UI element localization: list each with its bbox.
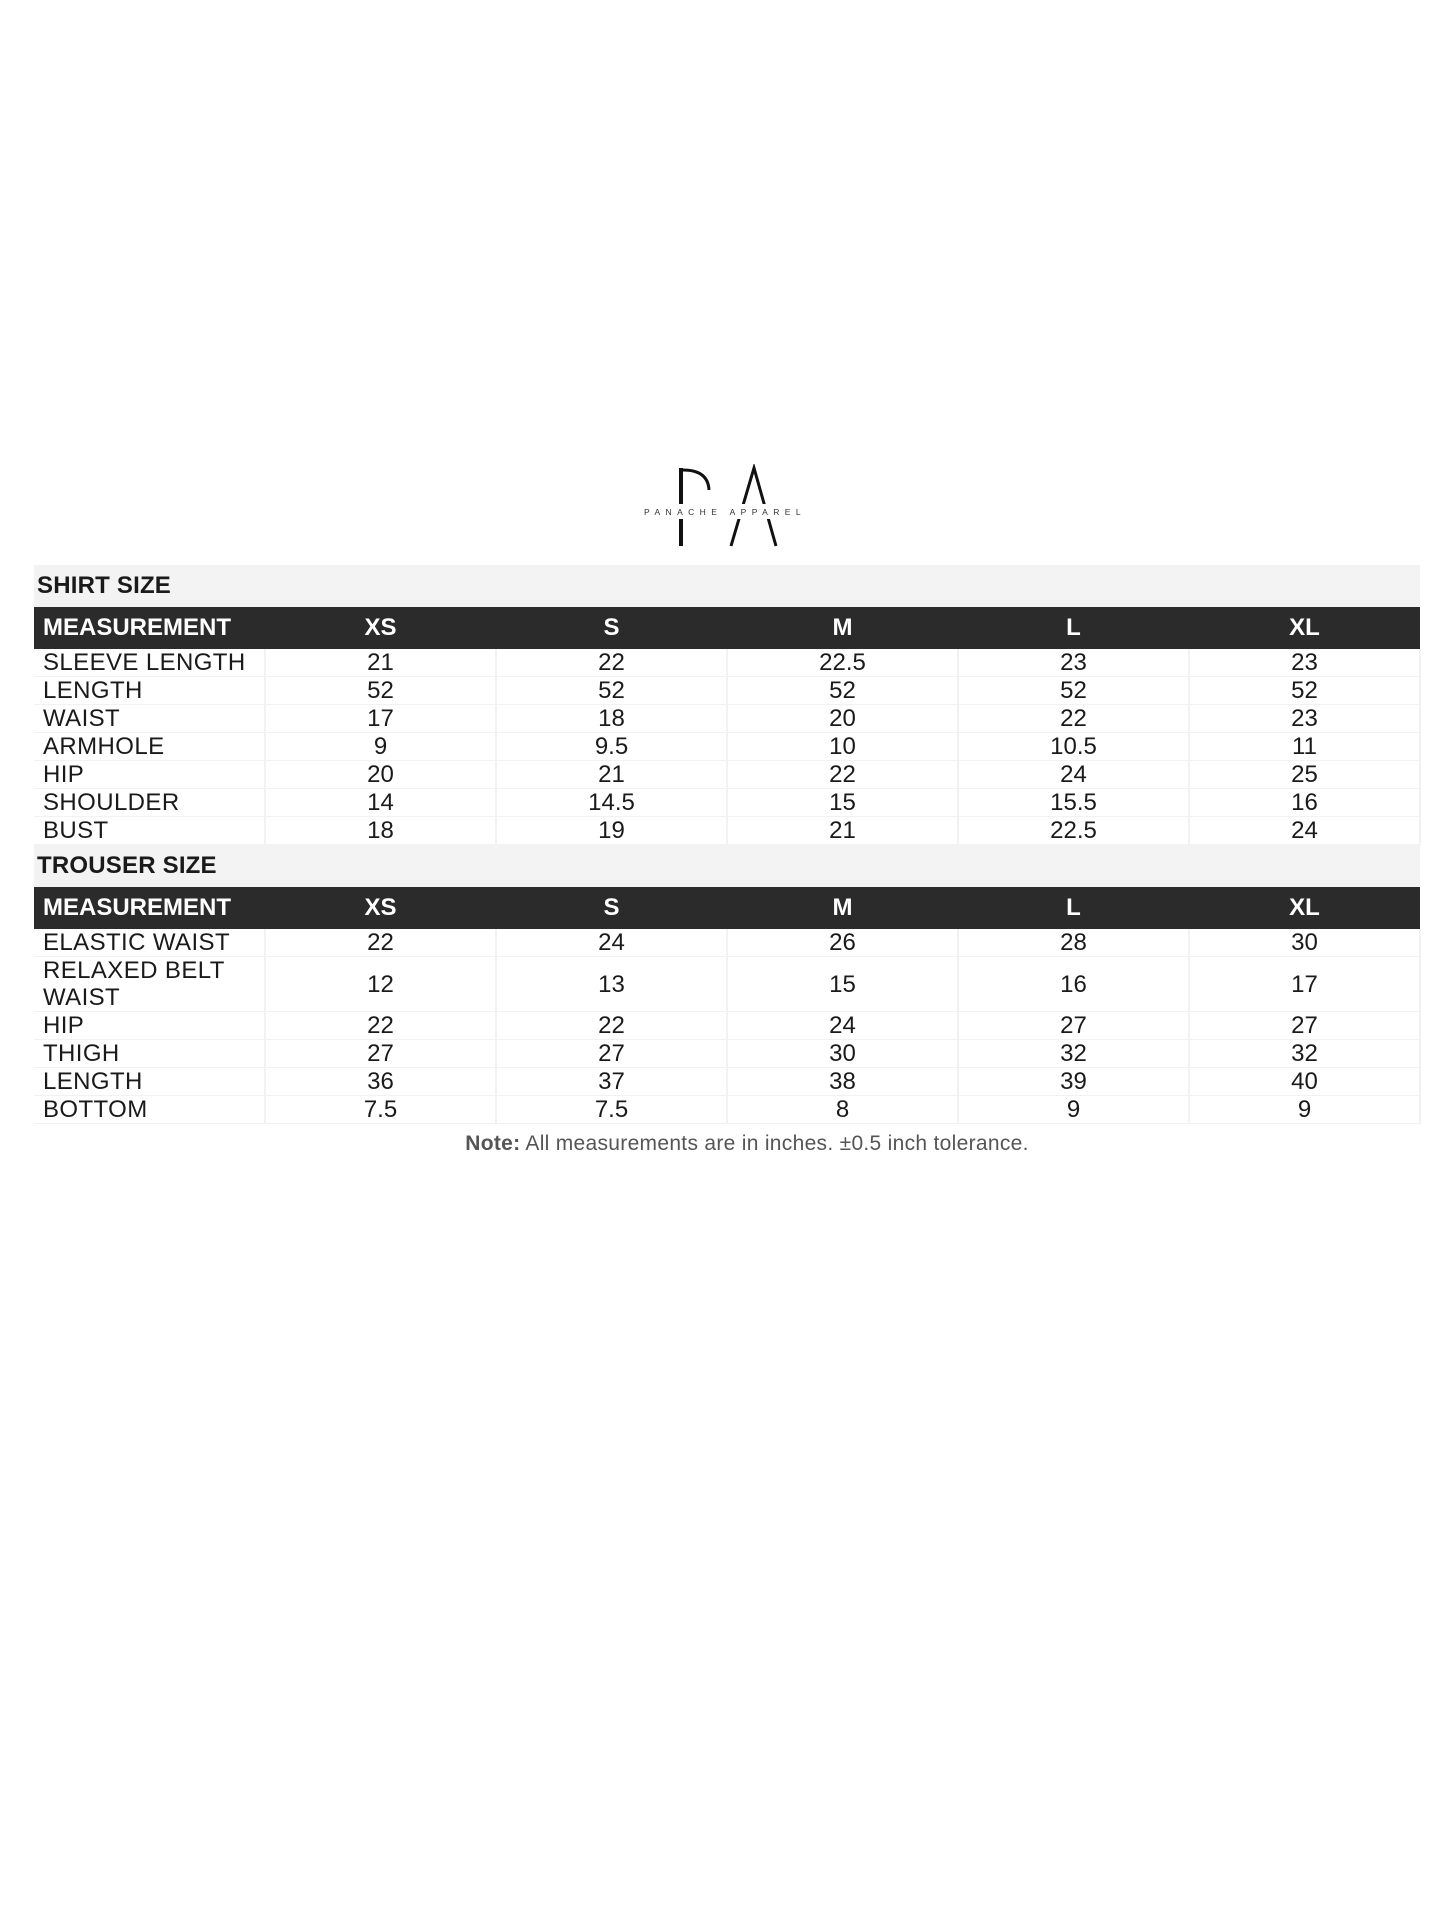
row-label: WAIST [34,705,265,733]
table-cell: 52 [265,677,496,705]
size-header-xs: XS [265,607,496,649]
table-cell: 22 [265,929,496,957]
table-cell: 14.5 [496,789,727,817]
table-cell: 24 [727,1012,958,1040]
brand-logo [630,464,820,554]
table-cell: 21 [496,761,727,789]
table-cell: 16 [958,957,1189,1012]
table-row [34,957,1420,1012]
table-cell: 30 [727,1040,958,1068]
row-label: LENGTH [34,1068,265,1096]
table-row [34,761,1420,789]
trouser-header-row [34,887,1420,929]
table-cell: 27 [496,1040,727,1068]
table-cell: 52 [1189,677,1420,705]
table-cell: 9 [958,1096,1189,1124]
table-cell: 37 [496,1068,727,1096]
table-cell: 32 [1189,1040,1420,1068]
measurement-header: MEASUREMENT [34,887,265,929]
row-label: HIP [34,1012,265,1040]
table-cell: 16 [1189,789,1420,817]
table-cell: 22.5 [727,649,958,677]
table-cell: 25 [1189,761,1420,789]
size-header-m: M [727,607,958,649]
row-label: ELASTIC WAIST [34,929,265,957]
table-cell: 38 [727,1068,958,1096]
table-cell: 23 [958,649,1189,677]
table-cell: 10 [727,733,958,761]
trouser-section-title: TROUSER SIZE [34,845,1420,887]
size-header-xs: XS [265,887,496,929]
size-header-xl: XL [1189,607,1420,649]
row-label: HIP [34,761,265,789]
table-row [34,705,1420,733]
table-row [34,677,1420,705]
brand-name-text: PANACHE APPAREL [644,507,806,517]
table-cell: 27 [1189,1012,1420,1040]
table-cell: 15.5 [958,789,1189,817]
table-cell: 27 [265,1040,496,1068]
table-row [34,929,1420,957]
note-text: All measurements are in inches. ±0.5 inch tolerance. [520,1132,1029,1155]
table-cell: 19 [496,817,727,845]
row-label: LENGTH [34,677,265,705]
table-cell: 22 [496,1012,727,1040]
table-cell: 12 [265,957,496,1012]
table-cell: 22.5 [958,817,1189,845]
table-cell: 11 [1189,733,1420,761]
table-cell: 14 [265,789,496,817]
table-cell: 52 [958,677,1189,705]
size-header-m: M [727,887,958,929]
table-row [34,733,1420,761]
size-header-s: S [496,607,727,649]
table-cell: 27 [958,1012,1189,1040]
table-cell: 9 [265,733,496,761]
row-label: SLEEVE LENGTH [34,649,265,677]
table-cell: 26 [727,929,958,957]
table-cell: 21 [727,817,958,845]
table-cell: 18 [265,817,496,845]
table-cell: 15 [727,957,958,1012]
table-row [34,1096,1420,1124]
trouser-size-table [34,887,1421,1124]
table-cell: 7.5 [265,1096,496,1124]
shirt-section-title: SHIRT SIZE [34,565,1420,607]
table-row [34,817,1420,845]
measurement-note [34,1132,1420,1156]
shirt-header-row [34,607,1420,649]
table-cell: 22 [727,761,958,789]
table-cell: 20 [265,761,496,789]
size-header-l: L [958,887,1189,929]
table-cell: 22 [958,705,1189,733]
row-label: SHOULDER [34,789,265,817]
table-cell: 36 [265,1068,496,1096]
size-header-l: L [958,607,1189,649]
table-cell: 7.5 [496,1096,727,1124]
note-label: Note: [465,1132,521,1155]
table-cell: 24 [1189,817,1420,845]
row-label: ARMHOLE [34,733,265,761]
table-cell: 39 [958,1068,1189,1096]
table-cell: 13 [496,957,727,1012]
table-row [34,1012,1420,1040]
table-cell: 18 [496,705,727,733]
table-cell: 22 [265,1012,496,1040]
table-row [34,789,1420,817]
row-label: BOTTOM [34,1096,265,1124]
table-row [34,1040,1420,1068]
table-cell: 22 [496,649,727,677]
table-cell: 23 [1189,705,1420,733]
shirt-size-table [34,607,1421,845]
table-cell: 52 [496,677,727,705]
table-cell: 40 [1189,1068,1420,1096]
row-label: BUST [34,817,265,845]
table-cell: 28 [958,929,1189,957]
table-cell: 52 [727,677,958,705]
table-cell: 21 [265,649,496,677]
table-cell: 24 [496,929,727,957]
table-cell: 24 [958,761,1189,789]
size-chart [34,565,1420,1156]
table-cell: 9.5 [496,733,727,761]
table-cell: 32 [958,1040,1189,1068]
panache-apparel-logo-icon [630,464,820,554]
row-label: THIGH [34,1040,265,1068]
size-header-xl: XL [1189,887,1420,929]
table-cell: 9 [1189,1096,1420,1124]
table-cell: 23 [1189,649,1420,677]
measurement-header: MEASUREMENT [34,607,265,649]
size-header-s: S [496,887,727,929]
table-cell: 20 [727,705,958,733]
table-cell: 8 [727,1096,958,1124]
table-cell: 17 [265,705,496,733]
table-cell: 15 [727,789,958,817]
row-label: RELAXED BELT WAIST [34,957,265,1012]
table-cell: 10.5 [958,733,1189,761]
table-cell: 30 [1189,929,1420,957]
table-row [34,1068,1420,1096]
table-row [34,649,1420,677]
table-cell: 17 [1189,957,1420,1012]
